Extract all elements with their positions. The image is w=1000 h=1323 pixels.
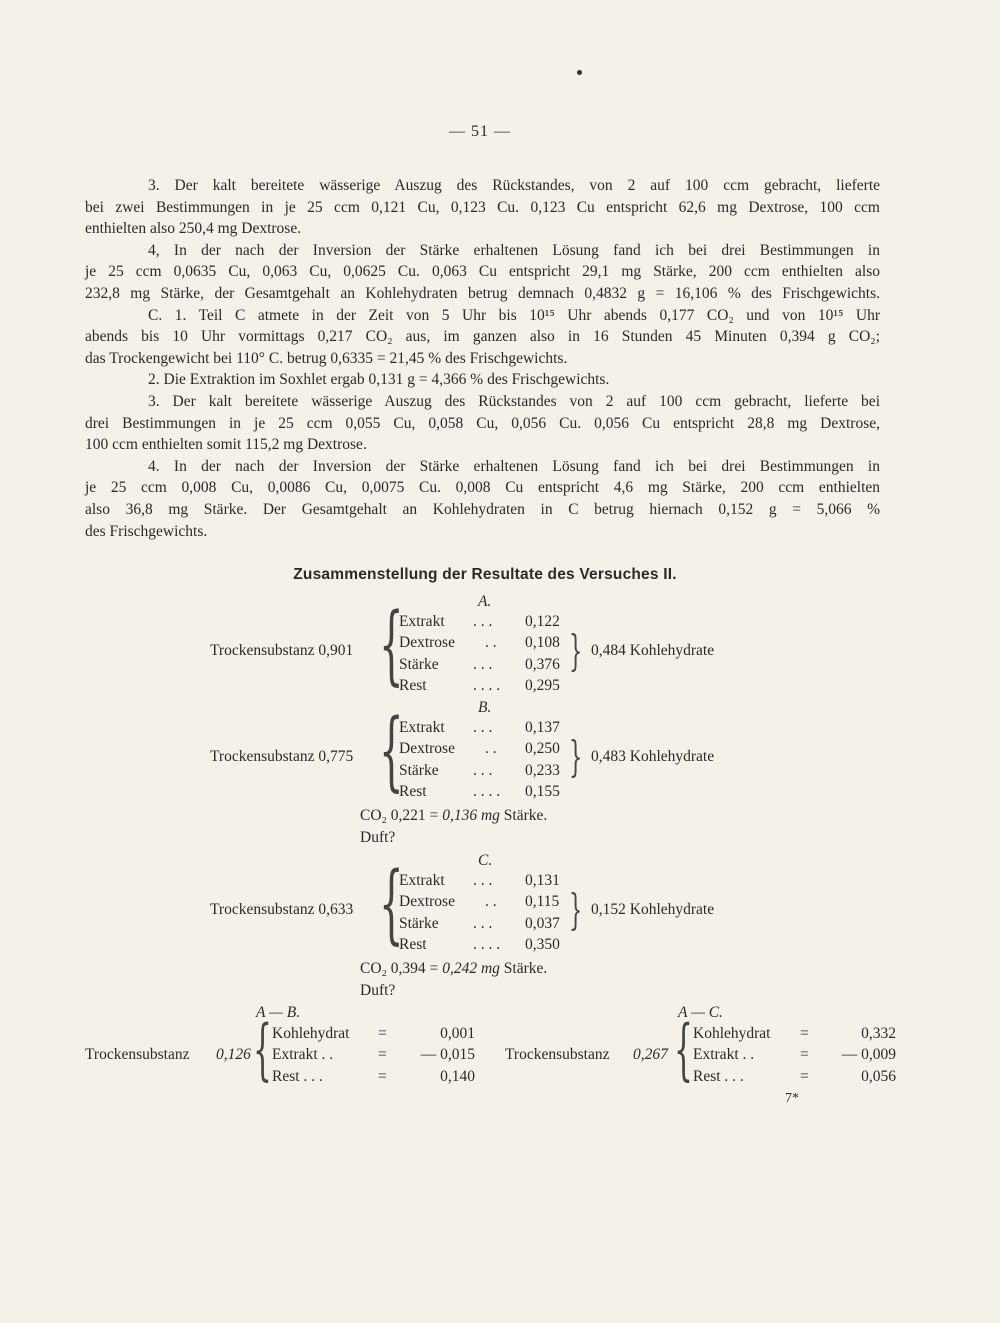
- row-value: 0,155: [525, 782, 560, 800]
- row-dots: . .: [485, 634, 497, 652]
- row-value: 0,056: [861, 1067, 896, 1085]
- row-name: Rest: [399, 935, 427, 953]
- row-dots: . . . .: [473, 935, 501, 953]
- results-heading: Zusammenstellung der Resultate des Versuches II.: [293, 566, 677, 583]
- row-dots: . . .: [473, 872, 493, 889]
- dry-matter-diff: 0,267: [633, 1046, 668, 1063]
- row-sign: =: [800, 1025, 809, 1042]
- row-value: 0,131: [525, 872, 560, 889]
- row-name: Stärke: [399, 655, 439, 673]
- row-name: Stärke: [399, 761, 439, 779]
- section-label: A.: [478, 593, 492, 610]
- row-name: Kohlehydrat: [272, 1025, 350, 1042]
- row-name: Kohlehydrat: [693, 1025, 771, 1042]
- para-line: 4, In der nach der Inversion der Stärke erhaltenen Lösung fand ich bei drei Bestimmungen in: [148, 241, 880, 259]
- carbohydrate-sum: 0,152 Kohlehydrate: [591, 901, 715, 918]
- row-name: Stärke: [399, 914, 439, 932]
- row-dots: . . . .: [473, 676, 501, 694]
- row-sign: =: [800, 1067, 809, 1085]
- row-name: Dextrose: [399, 893, 455, 911]
- co2-line: CO₂ 0,394 = 0,242 mg Stärke.: [360, 960, 548, 978]
- dry-matter-label: Trockensubstanz 0,633: [210, 901, 354, 918]
- ink-speck: [577, 70, 582, 75]
- row-name: Rest . . .: [272, 1067, 323, 1085]
- row-value: 0,376: [525, 655, 560, 673]
- row-dots: . . .: [473, 914, 493, 932]
- para-line: drei Bestimmungen in je 25 ccm 0,055 Cu, 0,058 Cu, 0,056 Cu. 0,056 Cu entspricht 28,8 mg Dextrose,: [85, 414, 880, 432]
- row-name: Dextrose: [399, 740, 455, 758]
- left-brace-icon: {: [379, 854, 404, 954]
- row-sign: =: [800, 1046, 809, 1064]
- row-sign: =: [378, 1025, 387, 1042]
- row-value: — 0,009: [841, 1046, 896, 1064]
- para-line: 4. In der nach der Inversion der Stärke erhaltenen Lösung fand ich bei drei Bestimmungen in: [148, 457, 880, 475]
- row-value: 0,001: [440, 1025, 475, 1042]
- row-value: 0,137: [525, 719, 560, 736]
- section-label: A — C.: [678, 1004, 723, 1021]
- row-name: Rest . . .: [693, 1067, 744, 1085]
- row-name: Rest: [399, 782, 427, 800]
- body-text: [85, 175, 880, 542]
- dry-matter-label: Trockensubstanz 0,775: [210, 748, 354, 765]
- row-name: Extrakt . .: [272, 1046, 334, 1064]
- row-dots: . . .: [473, 655, 493, 673]
- para-line: das Trockengewicht bei 110° C. betrug 0,6335 = 21,45 % des Frischgewichts.: [85, 349, 568, 367]
- para-line: bei zwei Bestimmungen in je 25 ccm 0,121 Cu, 0,123 Cu. 0,123 Cu entspricht 62,6 mg Dextrose, 100 ccm: [85, 198, 880, 216]
- page-number: — 51 —: [449, 123, 511, 140]
- para-line: also 36,8 mg Stärke. Der Gesamtgehalt an Kohlehydraten in C betrug hiernach 0,152 g = 5,066 %: [85, 500, 880, 518]
- row-name: Dextrose: [399, 634, 455, 652]
- row-value: 0,115: [525, 893, 560, 911]
- left-brace-icon: {: [253, 1011, 272, 1088]
- para-line: 3. Der kalt bereitete wässerige Auszug des Rückstandes, von 2 auf 100 ccm gebracht, lieferte: [148, 177, 880, 194]
- row-dots: . . .: [473, 761, 493, 779]
- para-line: 100 ccm enthielten somit 115,2 mg Dextrose.: [85, 436, 367, 454]
- row-value: 0,140: [440, 1067, 475, 1085]
- row-value: 0,350: [525, 935, 560, 953]
- row-dots: . . .: [473, 719, 493, 736]
- left-brace-icon: {: [379, 595, 404, 695]
- carbohydrate-sum: 0,483 Kohlehydrate: [591, 748, 715, 765]
- row-value: 0,108: [525, 634, 560, 652]
- para-line: enthielten also 250,4 mg Dextrose.: [85, 220, 302, 238]
- co2-line: CO₂ 0,221 = 0,136 mg Stärke.: [360, 807, 548, 825]
- row-name: Extrakt: [399, 719, 445, 736]
- section-label: C.: [478, 852, 493, 869]
- row-name: Rest: [399, 676, 427, 694]
- row-dots: . . .: [473, 613, 493, 630]
- carbohydrate-sum: 0,484 Kohlehydrate: [591, 642, 715, 659]
- dry-matter-label: Trockensubstanz: [505, 1046, 610, 1063]
- row-value: 0,037: [525, 914, 560, 932]
- para-line: des Frischgewichts.: [85, 522, 208, 540]
- signature-mark: 7*: [785, 1091, 799, 1106]
- row-value: 0,332: [861, 1025, 896, 1042]
- dry-matter-diff: 0,126: [216, 1046, 251, 1063]
- row-dots: . . . .: [473, 782, 501, 800]
- duft-note: Duft?: [360, 981, 396, 999]
- dry-matter-label: Trockensubstanz: [85, 1046, 190, 1063]
- section-label: A — B.: [256, 1004, 301, 1021]
- left-brace-icon: {: [379, 701, 404, 801]
- para-line: je 25 ccm 0,008 Cu, 0,0086 Cu, 0,0075 Cu. 0,008 Cu entspricht 4,6 mg Stärke, 200 ccm enthielten: [85, 479, 880, 497]
- row-name: Extrakt: [399, 613, 445, 630]
- para-line: 3. Der kalt bereitete wässerige Auszug des Rückstandes von 2 auf 100 ccm gebracht, lieferte bei: [148, 392, 880, 410]
- para-line: je 25 ccm 0,0635 Cu, 0,063 Cu, 0,0625 Cu. 0,063 Cu entspricht 29,1 mg Stärke, 200 ccm enthielten also: [85, 263, 880, 281]
- duft-note: Duft?: [360, 828, 396, 846]
- dry-matter-label: Trockensubstanz 0,901: [210, 642, 354, 659]
- row-dots: . .: [485, 740, 497, 758]
- para-line: abends bis 10 Uhr vormittags 0,217 CO₂ aus, im ganzen also in 16 Stunden 45 Minuten 0,394 g CO₂;: [85, 328, 880, 346]
- left-brace-icon: {: [674, 1011, 693, 1088]
- row-value: 0,122: [525, 613, 560, 630]
- row-sign: =: [378, 1046, 387, 1064]
- row-value: — 0,015: [420, 1046, 475, 1064]
- right-brace-icon: }: [569, 732, 583, 781]
- para-line: C. 1. Teil C atmete in der Zeit von 5 Uhr bis 10¹⁵ Uhr abends 0,177 CO₂ und von 10¹⁵ Uhr: [148, 306, 880, 324]
- row-dots: . .: [485, 893, 497, 911]
- row-value: 0,250: [525, 740, 560, 758]
- para-line: 2. Die Extraktion im Soxhlet ergab 0,131 g = 4,366 % des Frischgewichts.: [148, 371, 610, 389]
- para-line: 232,8 mg Stärke, der Gesamtgehalt an Kohlehydraten betrug demnach 0,4832 g = 16,106 % des Frischgewichts.: [85, 284, 880, 302]
- row-sign: =: [378, 1067, 387, 1085]
- row-name: Extrakt: [399, 872, 445, 889]
- section-label: B.: [478, 699, 492, 716]
- row-name: Extrakt . .: [693, 1046, 755, 1064]
- right-brace-icon: }: [569, 626, 583, 675]
- right-brace-icon: }: [569, 885, 583, 934]
- row-value: 0,233: [525, 761, 560, 779]
- row-value: 0,295: [525, 676, 560, 694]
